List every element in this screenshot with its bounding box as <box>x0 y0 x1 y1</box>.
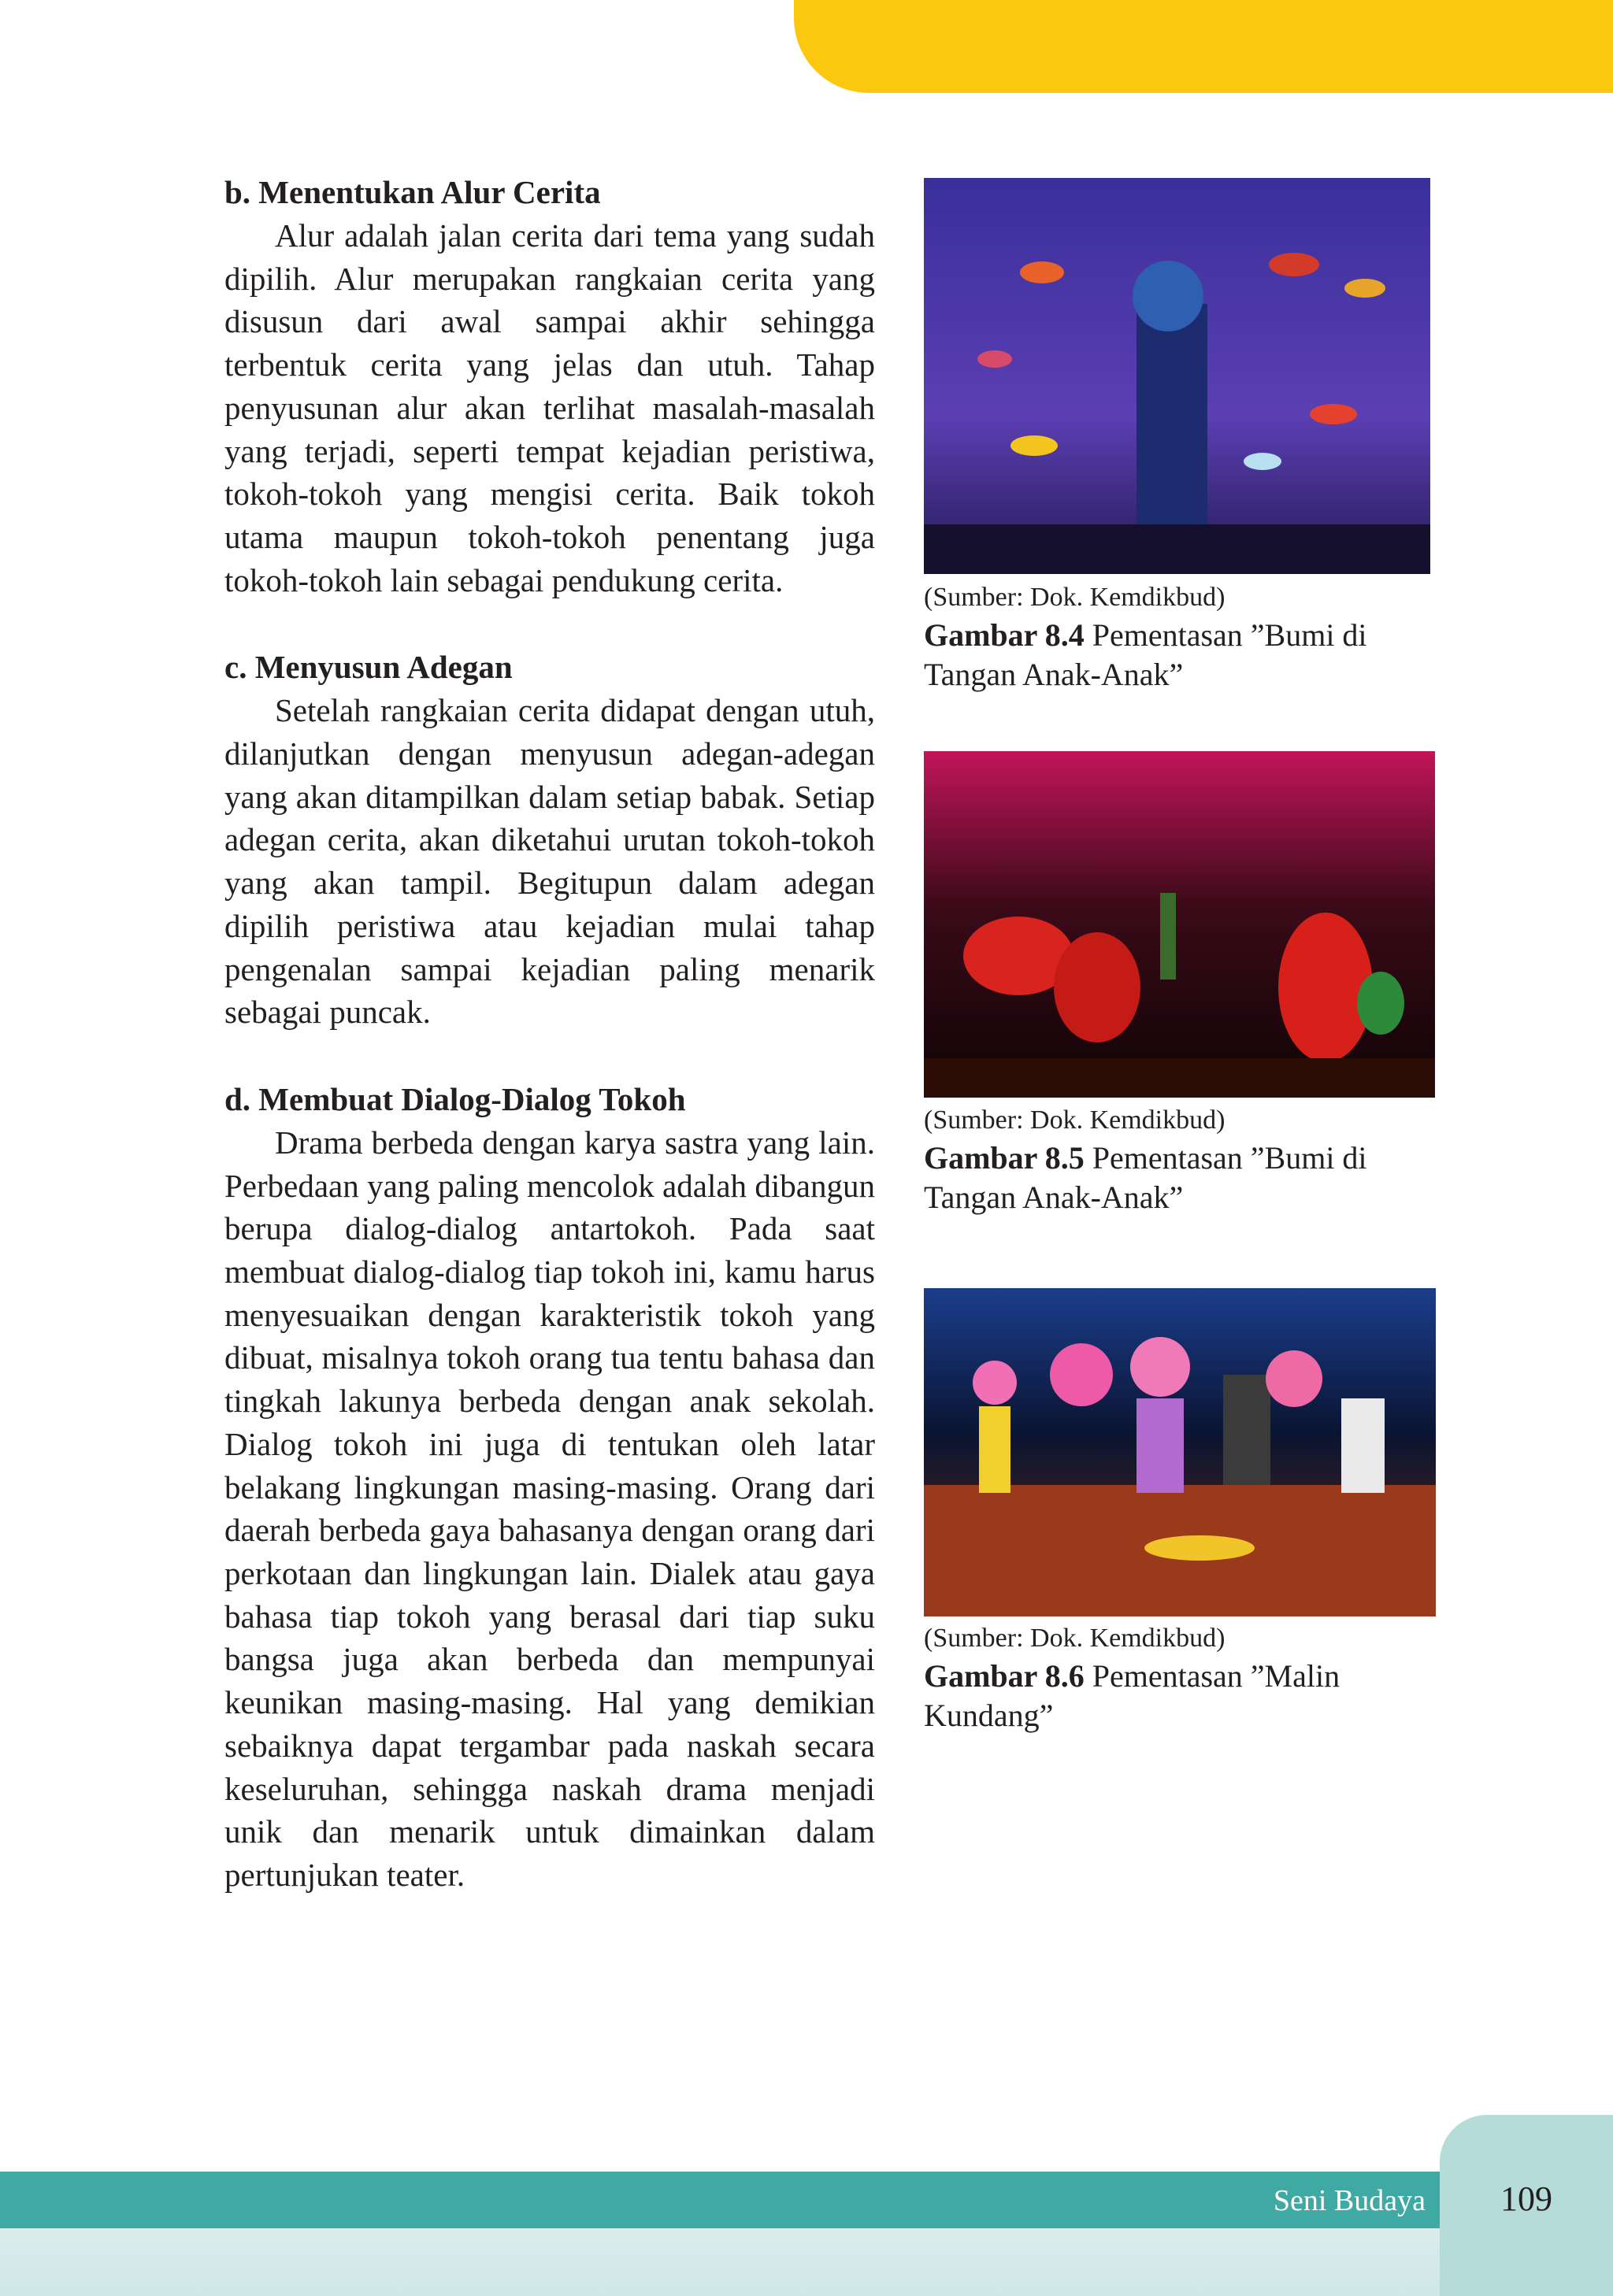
figure-caption-text: Pementasan ”Malin Kundang” <box>924 1658 1340 1733</box>
section-paragraph-alur: Alur adalah jalan cerita dari tema yang sudah dipilih. Alur merupakan rangkaian cerita yang disusun dari awal sampai akhir sehingga terbentuk cerita yang jelas dan utuh. Tahap penyusunan alur akan terlihat masalah-masalah yang terjadi, seperti tempat kejadian peristiwa, tokoh-tokoh yang mengisi cerita. Baik tokoh utama maupun tokoh-tokoh penentang juga tokoh-tokoh lain sebagai pendukung cerita. <box>224 217 875 598</box>
section-heading-dialog: d. Membuat Dialog-Dialog Tokoh <box>224 1080 686 1117</box>
figure-caption-text: Pementasan ”Bumi di Tangan Anak-Anak” <box>924 617 1367 692</box>
section-paragraph-dialog: Drama berbeda dengan karya sastra yang lain. Perbedaan yang paling mencolok adalah dibangun berupa dialog-dialog antartokoh. Pada saat membuat dialog-dialog tiap tokoh ini, kamu harus menyesuaikan dengan karakteristik tokoh yang dibuat, misalnya tokoh orang tua tentu bahasa dan tingkah lakunya berbeda dengan anak sekolah. Dialog tokoh ini juga di tentukan oleh latar belakang lingkungan masing-masing. Orang dari daerah berbeda gaya bahasanya dengan orang dari perkotaan dan lingkungan lain. Dialek atau gaya bahasa tiap tokoh yang berasal dari tiap suku bangsa juga akan berbeda dan mempunyai keunikan masing-masing. Hal yang demikian sebaiknya dapat tergambar pada naskah secara keseluruhan, sehingga naskah drama menjadi unik dan menarik untuk dimainkan dalam pertunjukan teater. <box>224 1124 875 1893</box>
section-heading-alur: b. Menentukan Alur Cerita <box>224 174 601 210</box>
page-number: 109 <box>1500 2179 1552 2218</box>
book-title: Seni Budaya <box>1273 2184 1426 2217</box>
figure-caption-text: Pementasan ”Bumi di Tangan Anak-Anak” <box>924 1140 1367 1215</box>
figure-label: Gambar 8.4 <box>924 617 1085 653</box>
header-tab <box>794 0 1613 93</box>
main-text-column <box>224 170 875 1897</box>
figure-source: (Sumber: Dok. Kemdikbud) <box>924 583 1226 612</box>
figure-caption <box>924 1657 1412 1735</box>
figure-label: Gambar 8.5 <box>924 1140 1085 1176</box>
figure-caption <box>924 616 1412 694</box>
figure-caption <box>924 1139 1412 1217</box>
figure-8-6-caption <box>924 1620 1412 1735</box>
figure-source: (Sumber: Dok. Kemdikbud) <box>924 1105 1226 1135</box>
section-heading-adegan: c. Menyusun Adegan <box>224 649 513 686</box>
figure-8-5-photo <box>924 751 1435 1098</box>
figure-8-4-caption <box>924 580 1412 694</box>
figure-source: (Sumber: Dok. Kemdikbud) <box>924 1624 1226 1653</box>
section-paragraph-adegan: Setelah rangkaian cerita didapat dengan utuh, dilanjutkan dengan menyusun adegan-adegan yang akan ditampilkan dalam setiap babak. Setiap adegan cerita, akan diketahui urutan tokoh-tokoh yang akan tampil. Begitupun dalam adegan dipilih peristiwa atau kejadian mulai tahap pengenalan sampai kejadian paling menarik sebagai puncak. <box>224 692 875 1031</box>
figure-8-5-caption <box>924 1102 1412 1217</box>
figure-8-4-photo <box>924 178 1430 574</box>
figure-8-6-photo <box>924 1288 1436 1616</box>
figure-label: Gambar 8.6 <box>924 1658 1085 1694</box>
